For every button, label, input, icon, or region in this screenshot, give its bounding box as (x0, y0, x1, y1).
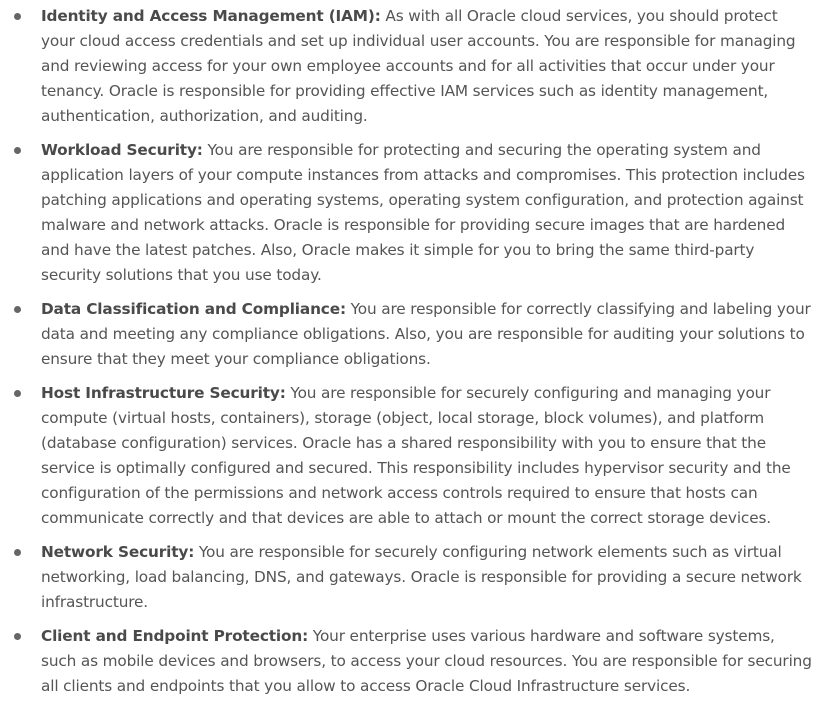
item-term: Identity and Access Management (IAM): (41, 7, 381, 25)
item-text: You are responsible for protecting and securing the operating system and application layers of your compute instances from attacks and compromises. This protection includes patching applications and operating systems, operating system configuration, and protection against malware and network attacks. Oracle is responsible for providing secure images that are hardened and have the latest patches. Also, Oracle makes it simple for you to bring the same third-party security solutions that you use today. (41, 141, 805, 284)
list-item-host-infrastructure (0, 381, 814, 531)
responsibility-list (0, 4, 814, 699)
list-item-network-security (0, 540, 814, 615)
item-text: Your enterprise uses various hardware and software systems, such as mobile devices and browsers, to access your cloud resources. You are responsible for securing all clients and endpoints that you allow to access Oracle Cloud Infrastructure services. (41, 627, 812, 695)
bullet-icon (14, 549, 21, 556)
item-text: You are responsible for securely configuring and managing your compute (virtual hosts, containers), storage (object, local storage, block volumes), and platform (database configuration) services. Oracle has a shared responsibility with you to ensure that the service is optimally configured and secured. This responsibility includes hypervisor security and the configuration of the permissions and network access controls required to ensure that hosts can communicate correctly and that devices are able to attach or mount the correct storage devices. (41, 384, 791, 527)
item-term: Data Classification and Compliance: (41, 300, 346, 318)
item-term: Client and Endpoint Protection: (41, 627, 309, 645)
list-item-workload-security (0, 138, 814, 288)
list-item-client-endpoint (0, 624, 814, 699)
bullet-icon (14, 633, 21, 640)
item-text: You are responsible for securely configuring network elements such as virtual networking, load balancing, DNS, and gateways. Oracle is responsible for providing a secure network infrastructure. (41, 543, 802, 611)
bullet-icon (14, 147, 21, 154)
item-text: You are responsible for correctly classifying and labeling your data and meeting any compliance obligations. Also, you are responsible for auditing your solutions to ensure that they meet your compliance obligations. (41, 300, 811, 368)
list-item-iam (0, 4, 814, 129)
item-term: Network Security: (41, 543, 195, 561)
item-term: Host Infrastructure Security: (41, 384, 286, 402)
bullet-icon (14, 13, 21, 20)
bullet-icon (14, 390, 21, 397)
list-item-data-classification (0, 297, 814, 372)
item-term: Workload Security: (41, 141, 203, 159)
bullet-icon (14, 306, 21, 313)
item-text: As with all Oracle cloud services, you should protect your cloud access credentials and set up individual user accounts. You are responsible for managing and reviewing access for your own employee accounts and for all activities that occur under your tenancy. Oracle is responsible for providing effective IAM services such as identity management, authentication, authorization, and auditing. (41, 7, 796, 125)
